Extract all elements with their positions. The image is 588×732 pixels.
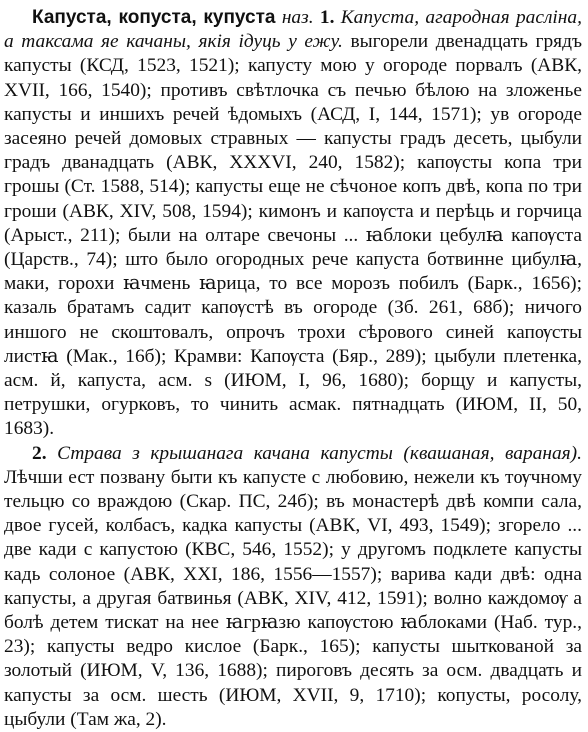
sense-1-definition: Капуста, агародная расліна, а таксама яе качаны, якія ідуць у ежу.: [4, 7, 582, 53]
sense-2-citations: Лѣчши ест позвану быти къ капусте с любовию, нежели къ тѹчному тельцю со враждою (Скар. ПС, 24б); въ монастерѣ двѣ компи сала, двое гусей, колбасъ, кадка капусты (АВК, VI, 493, 1549); згорело ... две кади с капустою (КВС, 546, 1552); у другомъ подклете капусты кадь солоное (АВК, XXI, 186, 1556—1557); варива кади двѣ: одна капусты, а другая батвинья (АВК, XIV, 412, 1591); волно каждомѹ а болѣ детем тискат на нее ꙗгрꙗзю капѹстою ꙗблоками (Наб. тур., 23); капусты ведро кислое (Барк., 165); капусты шыткованой за золотый (ИЮМ, V, 136, 1688); пироговъ десять за осм. двадцать и капусты за осм. шесть (ИЮМ, XVII, 9, 1710); копусты, росолу, цыбули (Там жа, 2).: [4, 466, 582, 730]
sense-2-definition: Страва з крышанага качана капусты (квашаная, вараная).: [57, 442, 582, 464]
sense-1-citations: выгорели двенадцать грядъ капусты (КСД, 1523, 1521); капусту мою у огороде порвалъ (АВК, XVII, 166, 1540); противъ свѣтлочка съ печью бѣлою на зложенье капусты и иншихъ речей ѣдомыхъ (АСД, I, 144, 1571); ув огороде засеяно речей домовых стравных — капусты градъ десеть, цыбули градъ дванадцать (АВК, XXXVI, 240, 1582); капѹсты копа три грошы (Ст. 1588, 514); капусты еще не сѣчоное копъ двѣ, копа по три гроши (АВК, XIV, 508, 1594); кимонъ и капѹста и перѣць и горчица (Арыст., 211); были на олтаре свечоны ... ꙗблоки цебулꙗ капѹста (Царств., 74); што было огородных рече капуста ботвинне цибулꙗ, маки, горохи ꙗчмень ꙗрица, то все морозъ побилъ (Барк., 1656); казаль братамъ садит капѹстѣ въ огороде (Зб. 261, 68б); ничого иншого не скоштовалъ, опрочъ трохи сѣрового синей капѹсты листꙗ (Мак., 16б); Крамви: Капѹста (Бяр., 289); цыбули плетенка, асм. й, капуста, асм. ѕ (ИЮМ, I, 96, 1680); борщу и капусты, петрушки, огурковъ, то чинить асмак. пятнадцать (ИЮМ, II, 50, 1683).: [4, 31, 582, 440]
headword: Капуста, копуста, купуста: [32, 7, 276, 28]
grammar-label: наз.: [281, 7, 314, 28]
sense-2-number: 2.: [32, 442, 47, 464]
sense-1-number: 1.: [319, 7, 335, 28]
dictionary-entry: [4, 6, 582, 732]
sense-1-paragraph: [4, 6, 582, 442]
sense-2-paragraph: [4, 442, 582, 732]
